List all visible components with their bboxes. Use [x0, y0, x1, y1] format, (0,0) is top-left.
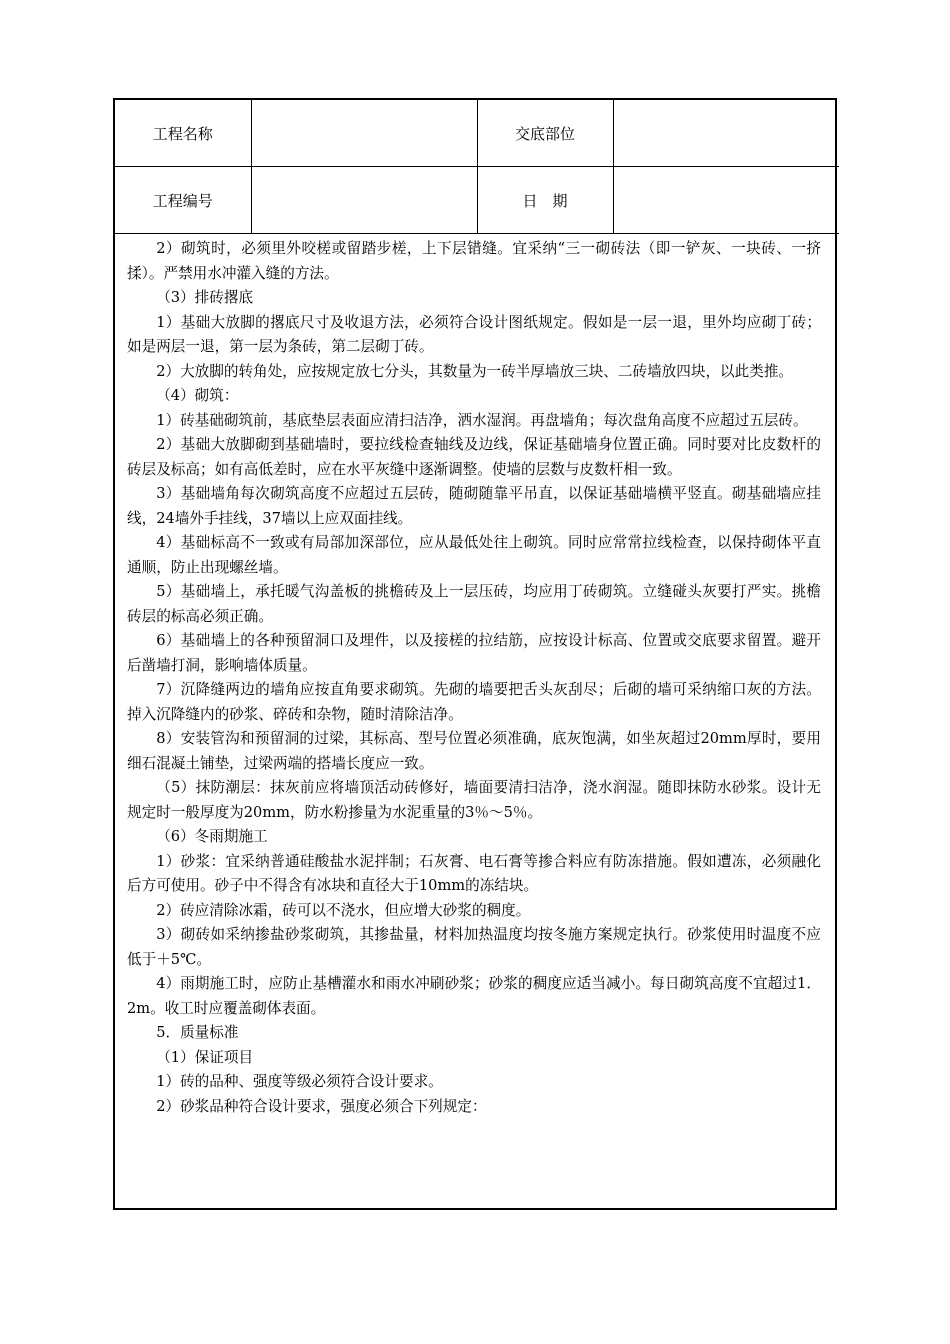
paragraph: 4）基础标高不一致或有局部加深部位，应从最低处往上砌筑。同时应常常拉线检查，以保持砌体平直通顺，防止出现螺丝墙。 [127, 534, 821, 576]
paragraph: 1）基础大放脚的撂底尺寸及收退方法，必须符合设计图纸规定。假如是一层一退，里外均应砌丁砖；如是两层一退，第一层为条砖，第二层砌丁砖。 [127, 313, 821, 355]
paragraph: 8）安装管沟和预留洞的过梁，其标高、型号位置必须准确，底灰饱满，如坐灰超过20mm厚时，要用细石混凝土铺垫，过梁两端的搭墙长度应一致。 [127, 730, 821, 772]
paragraph: 6）基础墙上的各种预留洞口及埋件，以及接槎的拉结筋，应按设计标高、位置或交底要求留置。避开后凿墙打洞，影响墙体质量。 [127, 632, 821, 674]
header-row-1 [115, 100, 839, 167]
paragraph: 7）沉降缝两边的墙角应按直角要求砌筑。先砌的墙要把舌头灰刮尽；后砌的墙可采纳缩口灰的方法。掉入沉降缝内的砂浆、碎砖和杂物，随时清除洁净。 [127, 681, 821, 723]
handover-part-label: 交底部位 [477, 100, 613, 167]
handover-part-value[interactable] [613, 100, 839, 167]
paragraph: 2）大放脚的转角处，应按规定放七分头，其数量为一砖半厚墙放三块、二砖墙放四块，以此类推。 [156, 362, 794, 380]
project-name-label: 工程名称 [115, 100, 251, 167]
header-row-2 [115, 167, 839, 234]
project-no-label: 工程编号 [115, 167, 251, 234]
handover-form [113, 98, 837, 1210]
paragraph: 2）砂浆品种符合设计要求，强度必须合下列规定： [156, 1097, 487, 1115]
content-body [115, 234, 835, 1119]
paragraph: 2）砖应清除冰霜，砖可以不浇水，但应增大砂浆的稠度。 [156, 901, 531, 919]
project-no-value[interactable] [251, 167, 477, 234]
paragraph: （6）冬雨期施工 [156, 828, 268, 845]
paragraph: 2）基础大放脚砌到基础墙时，要拉线检查轴线及边线，保证基础墙身位置正确。同时要对比皮数杆的砖层及标高；如有高低差时，应在水平灰缝中逐渐调整。使墙的层数与皮数杆相一致。 [127, 436, 821, 478]
paragraph: 5）基础墙上，承托暖气沟盖板的挑檐砖及上一层压砖，均应用丁砖砌筑。立缝碰头灰要打严实。挑檐砖层的标高必须正确。 [127, 583, 821, 625]
paragraph: 2）砌筑时，必须里外咬槎或留踏步槎，上下层错缝。宜采纳“三一砌砖法（即一铲灰、一块砖、一挤揉）。严禁用水冲灌入缝的方法。 [127, 240, 821, 282]
paragraph: （3）排砖撂底 [156, 289, 254, 306]
header-table [115, 100, 839, 234]
paragraph: 3）砌砖如采纳掺盐砂浆砌筑，其掺盐量，材料加热温度均按冬施方案规定执行。砂浆使用时温度不应低于＋5℃。 [127, 926, 821, 968]
paragraph: （5）抹防潮层：抹灰前应将墙顶活动砖修好，墙面要清扫洁净，浇水润湿。随即抹防水砂浆。设计无规定时一般厚度为20mm，防水粉掺量为水泥重量的3％～5％。 [127, 779, 821, 821]
paragraph: 3）基础墙角每次砌筑高度不应超过五层砖，随砌随靠平吊直，以保证基础墙横平竖直。砌基础墙应挂线，24墙外手挂线，37墙以上应双面挂线。 [127, 485, 821, 527]
project-name-value[interactable] [251, 100, 477, 167]
section-heading: 5．质量标准 [156, 1024, 239, 1041]
date-value[interactable] [613, 167, 839, 234]
paragraph: （1）保证项目 [156, 1048, 254, 1066]
paragraph: 1）砖的品种、强度等级必须符合设计要求。 [156, 1073, 443, 1090]
paragraph: 1）砖基础砌筑前，基底垫层表面应清扫洁净，洒水湿润。再盘墙角；每次盘角高度不应超过五层砖。 [156, 411, 808, 429]
date-label: 日 期 [477, 167, 613, 234]
paragraph: 4）雨期施工时，应防止基槽灌水和雨水冲刷砂浆；砂浆的稠度应适当减小。每日砌筑高度不宜超过1．2m。收工时应覆盖砌体表面。 [127, 975, 821, 1017]
paragraph: （4）砌筑： [156, 387, 239, 404]
paragraph: 1）砂浆：宜采纳普通硅酸盐水泥拌制；石灰膏、电石膏等掺合料应有防冻措施。假如遭冻，必须融化后方可使用。砂子中不得含有冰块和直径大于10mm的冻结块。 [127, 852, 821, 894]
